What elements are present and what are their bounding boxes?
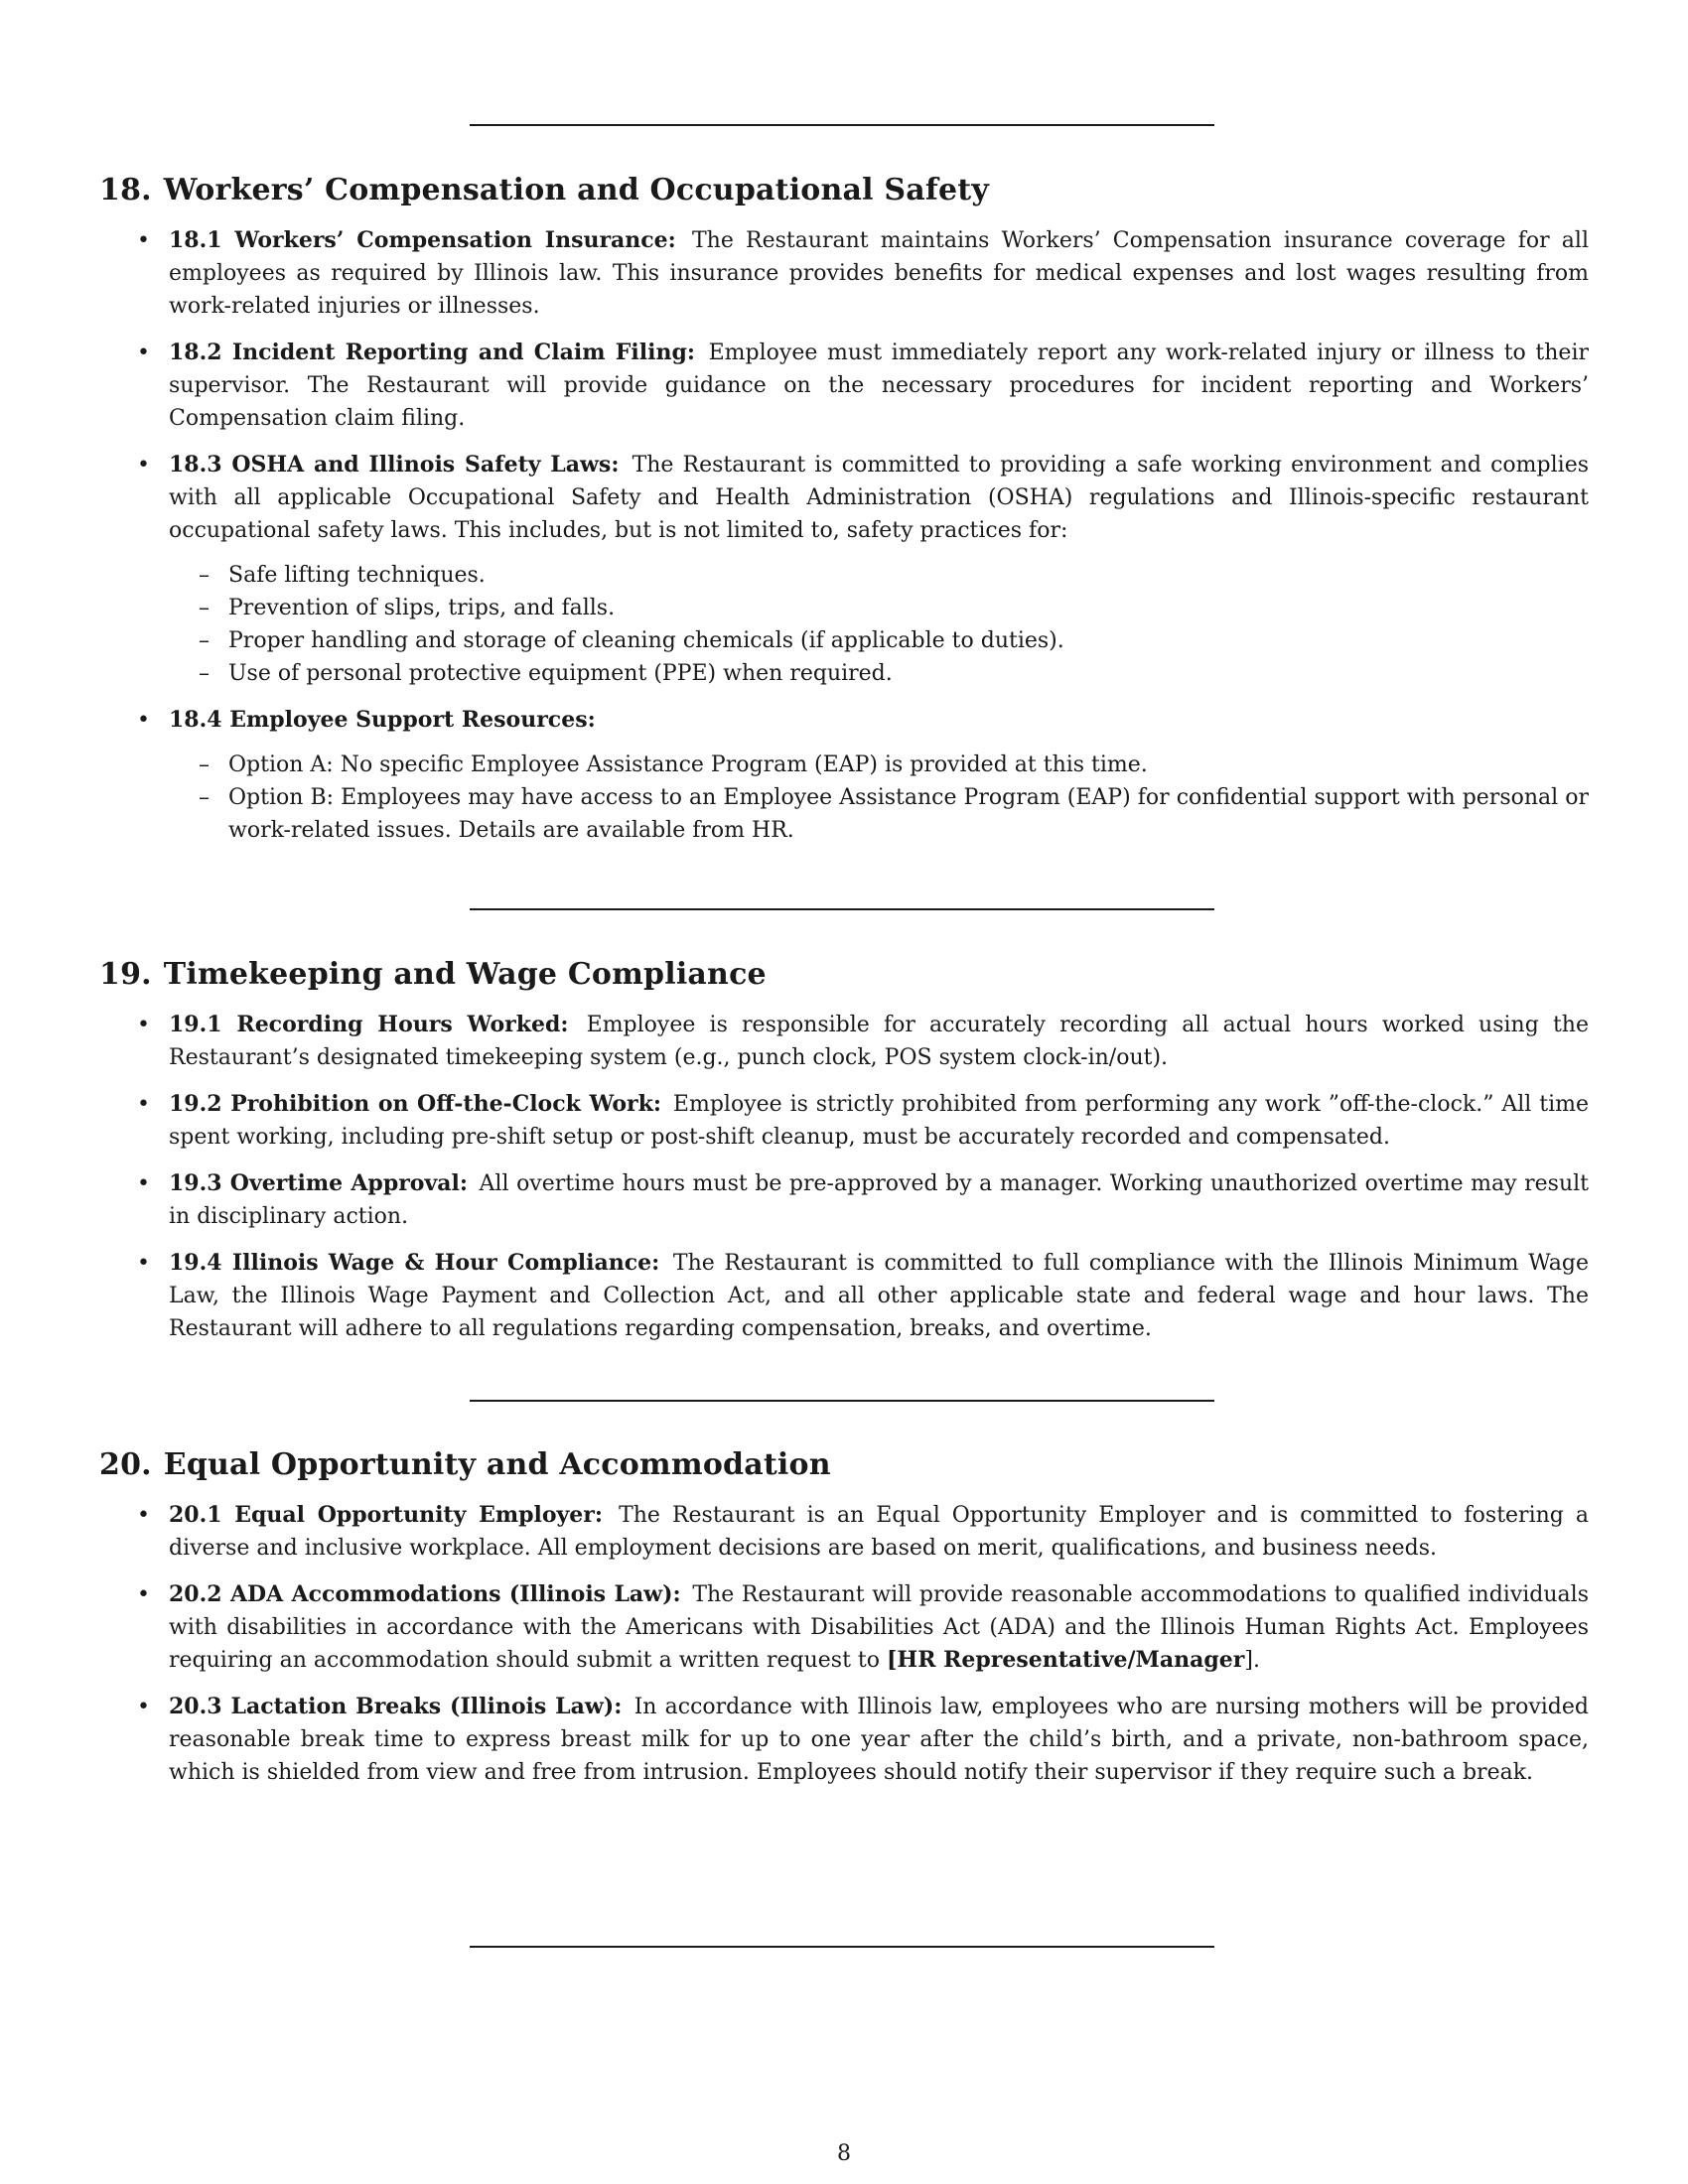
page-number: 8 <box>837 2141 851 2166</box>
item-text: Employee is responsible for accurately recording all actual hours worked using the Restaurant’s designated timekeeping system (e.g., punch clock, POS system clock-in/out). <box>169 1013 1589 1070</box>
item-lead: 18.1 Workers’ Compensation Insurance: <box>169 227 676 253</box>
hr-placeholder: [HR Representative/Manager <box>887 1647 1245 1673</box>
sub-list-item: – Proper handling and storage of cleaning chemicals (if applicable to duties). <box>169 624 1589 657</box>
section-title: Timekeeping and Wage Compliance <box>163 957 767 992</box>
sub-list-item: – Option A: No specific Employee Assistance Program (EAP) is provided at this time. <box>169 749 1589 781</box>
item-text: All overtime hours must be pre-approved by a manager. Working unauthorized overtime may result in disciplinary action. <box>169 1171 1589 1229</box>
section-divider <box>470 124 1214 126</box>
sub-list-item: – Safe lifting techniques. <box>169 559 1589 592</box>
section-items <box>99 1499 1589 1789</box>
section-19 <box>99 955 1589 1359</box>
section-items <box>99 224 1589 847</box>
list-item <box>99 1578 1589 1677</box>
item-text: Employee is strictly prohibited from performing any work ”off-the-clock.” All time spent working, including pre-shift setup or post-shift cleanup, must be accurately recorded and compensated. <box>169 1092 1589 1150</box>
item-lead: 19.1 Recording Hours Worked: <box>169 1012 569 1037</box>
sub-list-item: – Use of personal protective equipment (PPE) when required. <box>169 657 1589 690</box>
item-lead: 19.2 Prohibition on Off-the-Clock Work: <box>169 1091 661 1117</box>
sub-list <box>169 749 1589 847</box>
list-item <box>99 1009 1589 1074</box>
list-item <box>99 224 1589 323</box>
list-item <box>99 1167 1589 1233</box>
item-text: The Restaurant is an Equal Opportunity Employer and is committed to fostering a diverse and inclusive workplace. All employment decisions are based on merit, qualifications, and business needs. <box>169 1503 1590 1561</box>
section-divider <box>470 1400 1214 1402</box>
section-heading <box>99 1445 1589 1485</box>
item-lead: 20.2 ADA Accommodations (Illinois Law): <box>169 1581 681 1607</box>
item-text: The Restaurant is committed to full compliance with the Illinois Minimum Wage Law, the Illinois Wage Payment and Collection Act, and all other applicable state and federal wage and hour laws. The Restaurant will adhere to all regulations regarding compensation, breaks, and overtime. <box>169 1251 1589 1341</box>
list-item <box>99 1499 1589 1565</box>
list-item <box>99 1247 1589 1345</box>
section-heading <box>99 171 1589 210</box>
item-lead: 20.3 Lactation Breaks (Illinois Law): <box>169 1694 623 1719</box>
section-number: 18. <box>99 173 152 207</box>
sub-list-item: – Option B: Employees may have access to an Employee Assistance Program (EAP) for confidential support with personal or work-related issues. Details are available from HR. <box>169 781 1589 847</box>
section-heading <box>99 955 1589 995</box>
section-divider <box>470 908 1214 910</box>
item-text: The Restaurant will provide reasonable accommodations to qualified individuals with disabilities in accordance with the Americans with Disabilities Act (ADA) and the Illinois Human Rights Act. Employees requiring an accommodation should submit a written request to <box>169 1582 1590 1673</box>
list-item <box>99 337 1589 435</box>
item-text: In accordance with Illinois law, employees who are nursing mothers will be provided reasonable break time to express breast milk for up to one year after the child’s birth, and a private, non-bathroom space, which is shielded from view and free from intrusion. Employees should notify their supervisor if they require such a break. <box>169 1695 1589 1785</box>
item-lead: 20.1 Equal Opportunity Employer: <box>169 1502 604 1528</box>
item-text: The Restaurant is committed to providing a safe working environment and complies with all applicable Occupational Safety and Health Administration (OSHA) regulations and Illinois-specific restaurant occupational safety laws. This includes, but is not limited to, safety practices for: <box>169 453 1589 543</box>
section-title: Workers’ Compensation and Occupational Safety <box>163 173 989 207</box>
section-divider <box>470 1946 1214 1948</box>
item-text: Employee must immediately report any work-related injury or illness to their supervisor. The Restaurant will provide guidance on the necessary procedures for incident reporting and Workers’ Compensation claim filing. <box>169 341 1589 431</box>
item-text: The Restaurant maintains Workers’ Compensation insurance coverage for all employees as required by Illinois law. This insurance provides benefits for medical expenses and lost wages resulting from work-related injuries or illnesses. <box>169 228 1589 319</box>
list-item <box>99 1691 1589 1789</box>
section-items <box>99 1009 1589 1345</box>
sub-list <box>169 559 1589 690</box>
section-title: Equal Opportunity and Accommodation <box>163 1447 831 1482</box>
section-18 <box>99 171 1589 861</box>
item-lead: 18.2 Incident Reporting and Claim Filing: <box>169 340 695 365</box>
section-number: 19. <box>99 957 152 992</box>
list-item <box>99 704 1589 847</box>
sub-list-item: – Prevention of slips, trips, and falls. <box>169 592 1589 624</box>
item-text-tail: ]. <box>1244 1648 1260 1673</box>
item-lead: 18.3 OSHA and Illinois Safety Laws: <box>169 452 620 478</box>
list-item <box>99 449 1589 690</box>
list-item <box>99 1088 1589 1154</box>
item-lead: 18.4 Employee Support Resources: <box>169 707 596 733</box>
section-20 <box>99 1445 1589 1803</box>
item-lead: 19.4 Illinois Wage & Hour Compliance: <box>169 1250 660 1276</box>
section-number: 20. <box>99 1447 152 1482</box>
item-lead: 19.3 Overtime Approval: <box>169 1170 468 1196</box>
